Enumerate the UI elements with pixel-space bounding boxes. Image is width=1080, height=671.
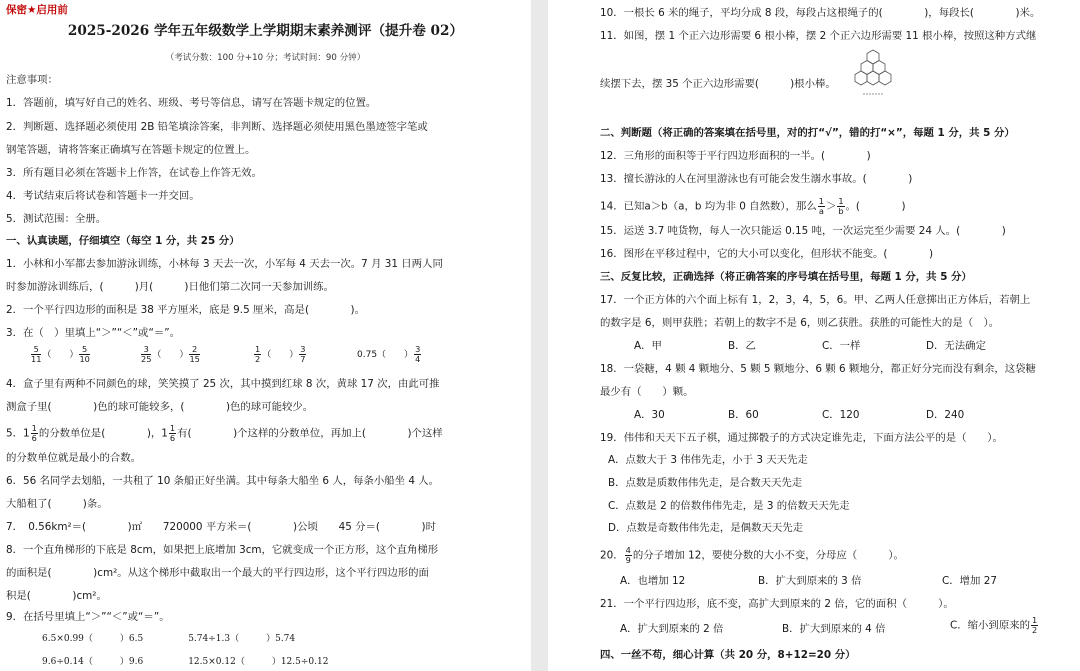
question-3-item-1: $\frac{5}{11}$ （ ） $\frac{5}{10}$ [31, 344, 90, 364]
question-11-line-1: 11．如图，摆 1 个正六边形需要 6 根小棒，摆 2 个正六边形需要 11 根小棒，按照这种方式继 [600, 30, 1037, 42]
section-1-heading: 一、认真读题，仔细填空（每空 1 分，共 25 分） [6, 235, 240, 247]
question-15: 15．运送 3.7 吨货物，每人一次只能运 0.15 吨，一次运完至少需要 24 人。( ) [600, 225, 1006, 237]
question-18-line-2: 最少有（ ）颗。 [600, 386, 694, 398]
question-19-option-b: B．点数是质数伟伟先走，是合数天天先走 [608, 477, 803, 489]
question-17-line-1: 17．一个正方体的六个面上标有 1，2，3，4，5，6。甲、乙两人任意掷出正方体后，若朝上 [600, 294, 1031, 306]
question-3-item-4: 0.75（ ） $\frac{3}{4}$ [357, 344, 421, 364]
question-18-line-1: 18．一袋糖，4 颗 4 颗地分、5 颗 5 颗地分、6 颗 6 颗地分，都正好分完而没有剩余，这袋糖 [600, 363, 1036, 375]
question-19-option-c: C．点数是 2 的倍数伟伟先走，是 3 的倍数天天先走 [608, 500, 850, 512]
question-1-line-2: 时参加游泳训练后，( )月( )日他们第二次同一天参加训练。 [6, 281, 334, 293]
question-18-option-c: C．120 [822, 409, 860, 421]
question-9-row-2: 9.6÷0.14（ ）9.6 12.5×0.12（ ）12.5÷0.12 [42, 657, 329, 667]
question-17-option-d: D．无法确定 [926, 340, 986, 352]
question-3: 3．在（ ）里填上“＞”“＜”或“＝”。 [6, 327, 180, 339]
section-2-heading: 二、判断题（将正确的答案填在括号里，对的打“√”，错的打“×”，每题 1 分，共 5 分） [600, 127, 1015, 139]
question-5-line-2: 的分数单位就是最小的合数。 [6, 452, 142, 464]
hexagon-stack-figure [852, 48, 894, 108]
question-6-line-1: 6．56 名同学去划船，一共租了 10 条船正好坐满。其中每条大船坐 6 人，每条小船坐 4 人。 [6, 475, 440, 487]
question-21-option-c: C．缩小到原来的 $\frac{1}{2}$ [950, 615, 1038, 635]
question-2: 2．一个平行四边形的面积是 38 平方厘米，底是 9.5 厘米，高是( )。 [6, 304, 366, 316]
question-10: 10．一根长 6 米的绳子，平均分成 8 段，每段占这根绳子的( )，每段长( )米。 [600, 7, 1041, 19]
question-19: 19．伟伟和天天下五子棋，通过掷骰子的方式决定谁先走，下面方法公平的是（ ）。 [600, 432, 1003, 444]
exam-title: 2025-2026 学年五年级数学上学期期末素养测评（提升卷 02） [67, 23, 464, 39]
question-7: 7． 0.56km²＝( )㎡ 720000 平方米＝( )公顷 45 分＝( )时 [6, 521, 436, 533]
exam-page-left [0, 0, 531, 671]
question-19-option-d: D．点数是奇数伟伟先走，是偶数天天先走 [608, 522, 804, 534]
note-1: 1．答题前，填写好自己的姓名、班级、考号等信息，请写在答题卡规定的位置。 [6, 97, 377, 109]
question-17-option-a: A．甲 [634, 340, 662, 352]
question-17-option-b: B．乙 [728, 340, 756, 352]
question-18-option-d: D．240 [926, 409, 965, 421]
question-4-line-1: 4．盒子里有两种不同颜色的球，笑笑摸了 25 次，其中摸到红球 8 次，黄球 17 次，由此可推 [6, 378, 440, 390]
question-20-option-c: C．增加 27 [942, 575, 997, 587]
question-1-line-1: 1．小林和小军都去参加游泳训练，小林每 3 天去一次，小军每 4 天去一次。7 月 31 日两人同 [6, 258, 443, 270]
question-20-option-b: B．扩大到原来的 3 倍 [758, 575, 862, 587]
note-4: 4．考试结束后将试卷和答题卡一并交回。 [6, 190, 200, 202]
question-19-option-a: A．点数大于 3 伟伟先走，小于 3 天天先走 [608, 454, 808, 466]
note-2: 2．判断题、选择题必须使用 2B 铅笔填涂答案，非判断、选择题必须使用黑色墨迹签字笔或 [6, 121, 428, 133]
note-5: 5．测试范围：全册。 [6, 213, 107, 225]
question-13: 13．擅长游泳的人在河里游泳也有可能会发生溺水事故。( ) [600, 173, 913, 185]
section-3-heading: 三、反复比较，正确选择（将正确答案的序号填在括号里，每题 1 分，共 5 分） [600, 271, 972, 283]
question-21-option-a: A．扩大到原来的 2 倍 [620, 623, 724, 635]
question-20-option-a: A．也增加 12 [620, 575, 686, 587]
question-18-option-a: A．30 [634, 409, 665, 421]
question-4-line-2: 测盒子里( )色的球可能较多，( )色的球可能较少。 [6, 401, 314, 413]
question-8-line-2: 的面积是( )cm²。从这个梯形中截取出一个最大的平行四边形，这个平行四边形的面 [6, 567, 429, 579]
question-21-option-b: B．扩大到原来的 4 倍 [782, 623, 886, 635]
question-17-option-c: C．一样 [822, 340, 861, 352]
exam-meta: （考试分数：100 分+10 分；考试时间：90 分钟） [165, 53, 366, 63]
question-9: 9．在括号里填上“＞”“＜”或“＝”。 [6, 611, 170, 623]
confidential-mark: 保密★启用前 [6, 4, 68, 16]
question-21: 21．一个平行四边形，底不变，高扩大到原来的 2 倍，它的面积（ ）。 [600, 598, 954, 610]
question-17-line-2: 的数字是 6，则甲获胜；若朝上的数字不是 6，则乙获胜。获胜的可能性大的是（ ）。 [600, 317, 1000, 329]
question-8-line-3: 积是( )cm²。 [6, 590, 107, 602]
note-2-cont: 钢笔答题，请将答案正确填写在答题卡规定的位置上。 [6, 144, 256, 156]
question-5-line-1: 5．1 $\frac{1}{6}$ 的分数单位是( )，1 $\frac{1}{6}$ 有( )个这样的分数单位，再加上( )个这样 [6, 423, 443, 443]
question-3-item-2: $\frac{3}{25}$ （ ） $\frac{2}{15}$ [141, 344, 200, 364]
note-3: 3．所有题目必须在答题卡上作答，在试卷上作答无效。 [6, 167, 262, 179]
notes-heading: 注意事项： [6, 74, 58, 86]
question-16: 16．图形在平移过程中，它的大小可以变化，但形状不能变。( ) [600, 248, 934, 260]
question-11-line-2: 续摆下去，摆 35 个正六边形需要( )根小棒。 [600, 78, 836, 90]
question-18-option-b: B．60 [728, 409, 759, 421]
section-4-heading: 四、一丝不苟，细心计算（共 20 分，8+12=20 分） [600, 649, 856, 661]
question-3-item-3: $\frac{1}{2}$ （ ） $\frac{3}{7}$ [255, 344, 306, 364]
page-gutter [531, 0, 548, 671]
question-12: 12．三角形的面积等于平行四边形面积的一半。( ) [600, 150, 871, 162]
question-14: 14．已知a＞b（a，b 均为非 0 自然数），那么 $\frac{1}{a}$ ＞ $\frac{1}{b}$ 。( ) [600, 196, 906, 216]
question-8-line-1: 8．一个直角梯形的下底是 8cm，如果把上底增加 3cm，它就变成一个正方形，这个直角梯形 [6, 544, 439, 556]
question-20: 20． $\frac{4}{9}$ 的分子增加 12，要使分数的大小不变，分母应（ ）。 [600, 545, 904, 565]
exam-page-right [548, 0, 1080, 671]
question-6-line-2: 大船租了( )条。 [6, 498, 108, 510]
question-9-row-1: 6.5×0.99（ ）6.5 5.74÷1.3（ ）5.74 [42, 634, 296, 644]
